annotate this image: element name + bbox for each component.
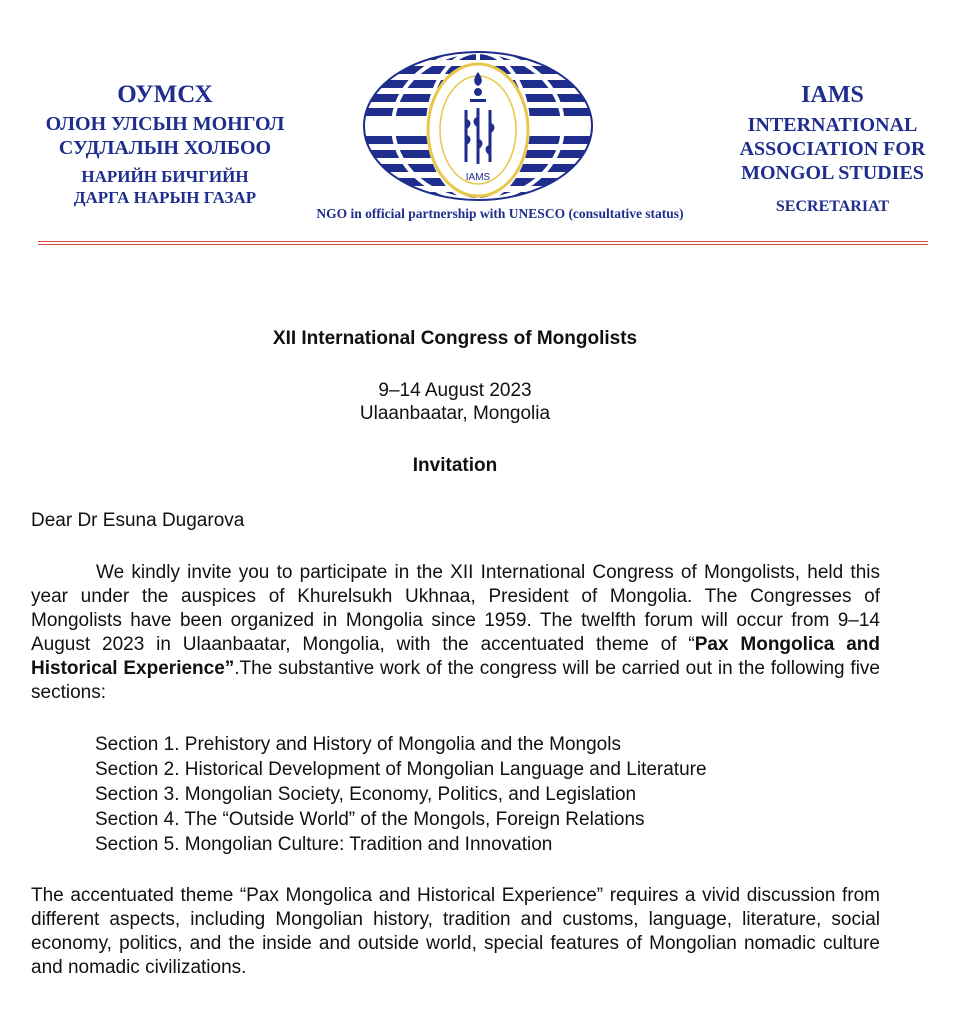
org-acronym-mn: ОУМСХ xyxy=(117,81,213,108)
org-name-en-line2: ASSOCIATION FOR xyxy=(739,138,926,160)
org-name-mn-line1: ОЛОН УЛСЫН МОНГОЛ xyxy=(45,113,285,135)
org-name-en-line1: INTERNATIONAL xyxy=(747,114,918,136)
salutation: Dear Dr Esuna Dugarova xyxy=(31,510,245,531)
letterhead-right xyxy=(700,80,965,217)
congress-theme: Pax Mongolica and Historical Experience” xyxy=(31,634,880,679)
paragraph-1 xyxy=(31,561,880,705)
event-dates: 9–14 August 2023 xyxy=(378,380,532,401)
paragraph-1-end: .The substantive work of the congress will be carried out in the following five sections: xyxy=(31,658,880,703)
secretariat-mn-line1: НАРИЙН БИЧГИЙН xyxy=(81,167,249,186)
list-item: Section 2. Historical Development of Mongolian Language and Literature xyxy=(95,759,707,780)
doc-heading: Invitation xyxy=(412,455,498,476)
header-rule-bottom xyxy=(38,244,928,245)
letterhead-left xyxy=(0,80,330,208)
list-item: Section 5. Mongolian Culture: Tradition and Innovation xyxy=(95,834,553,855)
list-item: Section 4. The “Outside World” of the Mongols, Foreign Relations xyxy=(95,809,645,830)
event-place: Ulaanbaatar, Mongolia xyxy=(359,403,551,424)
sections-list xyxy=(95,732,707,857)
org-acronym-en: IAMS xyxy=(801,82,864,108)
list-item: Section 3. Mongolian Society, Economy, Politics, and Legislation xyxy=(95,784,637,805)
ngo-note: NGO in official partnership with UNESCO (consultative status) xyxy=(316,206,684,221)
secretariat-mn-line2: ДАРГА НАРЫН ГАЗАР xyxy=(73,188,257,207)
congress-title: XII International Congress of Mongolists xyxy=(272,328,638,349)
org-name-en-line3: MONGOL STUDIES xyxy=(741,162,924,184)
logo-label: IAMS xyxy=(465,172,491,183)
list-item: Section 1. Prehistory and History of Mongolia and the Mongols xyxy=(95,734,621,755)
paragraph-2: The accentuated theme “Pax Mongolica and Historical Experience” requires a vivid discussion from different aspects, including Mongolian history, tradition and customs, language, literature, social economy, politics, and the inside and outside world, special features of Mongolian nomadic culture and nomadic civilizations. xyxy=(31,885,880,978)
paragraph-1-intro: We kindly invite you to participate in the XII International Congress of Mongolists, held this year under the auspices of Khurelsukh Ukhnaa, President of Mongolia. The Congresses of Mongolists have been organized in Mongolia since 1959. The twelfth forum will occur from 9–14 August 2023 in Ulaanbaatar, Mongolia, with the accentuated theme of “ xyxy=(31,562,880,655)
header-rule-top xyxy=(38,241,928,242)
org-name-mn-line2: СУДЛАЛЫН ХОЛБОО xyxy=(58,137,272,159)
secretariat-en: SECRETARIAT xyxy=(775,198,890,215)
iams-logo xyxy=(362,50,594,202)
